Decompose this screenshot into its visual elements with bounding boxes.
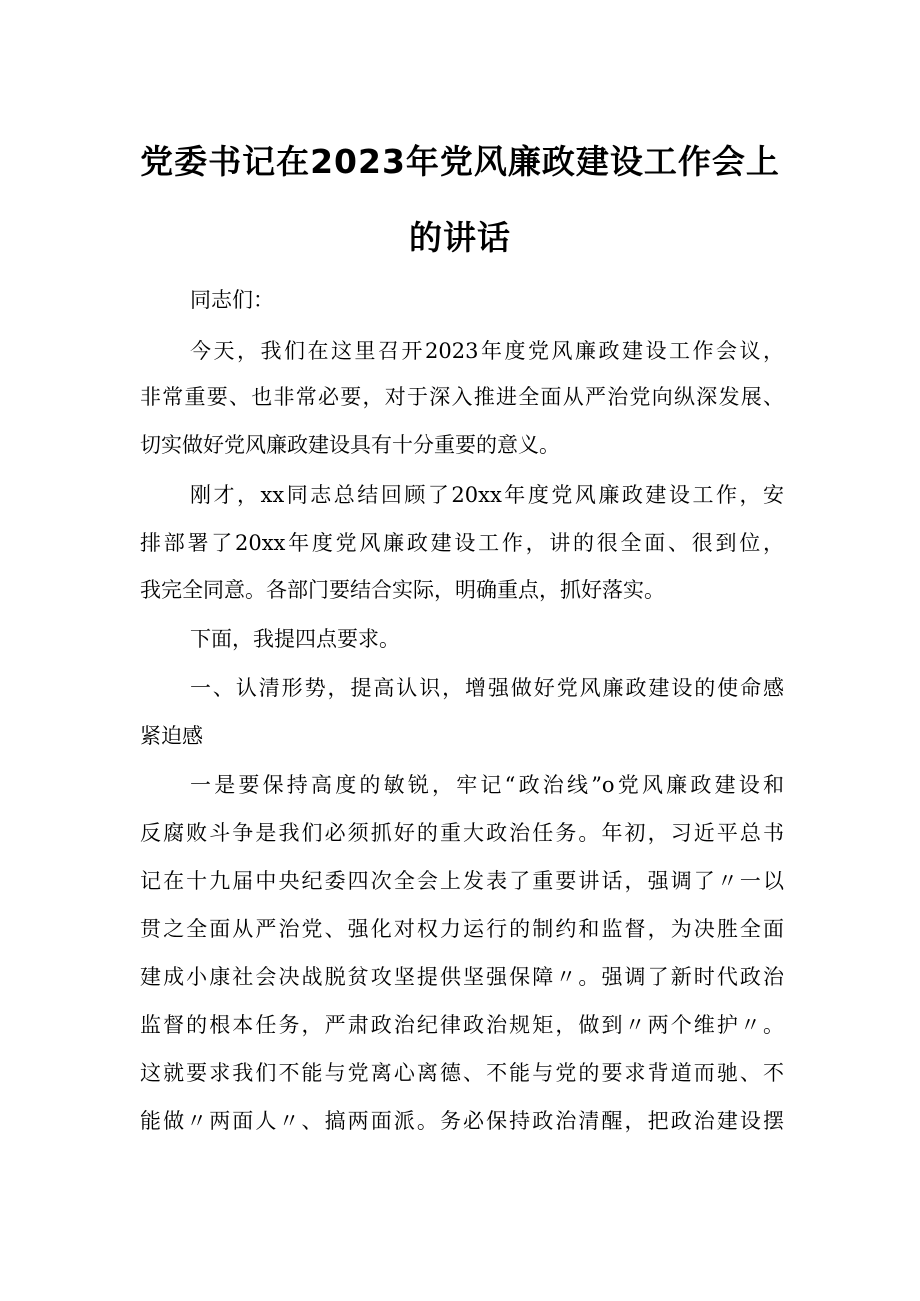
paragraph-line: 贯之全面从严治党、强化对权力运行的制约和监督，为决胜全面	[140, 917, 784, 941]
paragraph-line: 切实做好党风廉政建设具有十分重要的意义。	[140, 433, 560, 457]
paragraph-line: 记在十九届中央纪委四次全会上发表了重要讲话，强调了〃一以	[140, 869, 784, 893]
salutation: 同志们：	[190, 288, 274, 312]
document-title-line-2: 的讲话	[409, 218, 511, 257]
paragraph-line: 建成小康社会决战脱贫攻坚提供坚强保障〃。强调了新时代政治	[140, 965, 784, 989]
paragraph-line: 排部署了20xx年度党风廉政建设工作，讲的很全面、很到位，	[140, 531, 784, 555]
paragraph-line: 监督的根本任务，严肃政治纪律政治规矩，做到〃两个维护〃。	[140, 1013, 784, 1037]
paragraph-line: 这就要求我们不能与党离心离德、不能与党的要求背道而驰、不	[140, 1061, 784, 1085]
paragraph-line: 今天，我们在这里召开2023年度党风廉政建设工作会议，	[190, 339, 784, 363]
section-heading-line: 一、认清形势，提高认识，增强做好党风廉政建设的使命感	[190, 676, 784, 700]
document-title-line-1: 党委书记在2023年党风廉政建设工作会上	[140, 142, 780, 181]
paragraph-line: 下面，我提四点要求。	[190, 627, 400, 651]
paragraph-line: 刚才，xx同志总结回顾了20xx年度党风廉政建设工作，安	[190, 483, 784, 507]
paragraph-line: 反腐败斗争是我们必须抓好的重大政治任务。年初，习近平总书	[140, 821, 784, 845]
paragraph-line: 我完全同意。各部门要结合实际，明确重点，抓好落实。	[140, 578, 665, 602]
paragraph-line: 一是要保持高度的敏锐，牢记“政治线”o党风廉政建设和	[190, 773, 784, 797]
section-heading-line: 紧迫感	[140, 724, 203, 748]
paragraph-line: 非常重要、也非常必要，对于深入推进全面从严治党向纵深发展、	[140, 385, 784, 409]
paragraph-line: 能做〃两面人〃、搞两面派。务必保持政治清醒，把政治建设摆	[140, 1109, 784, 1133]
